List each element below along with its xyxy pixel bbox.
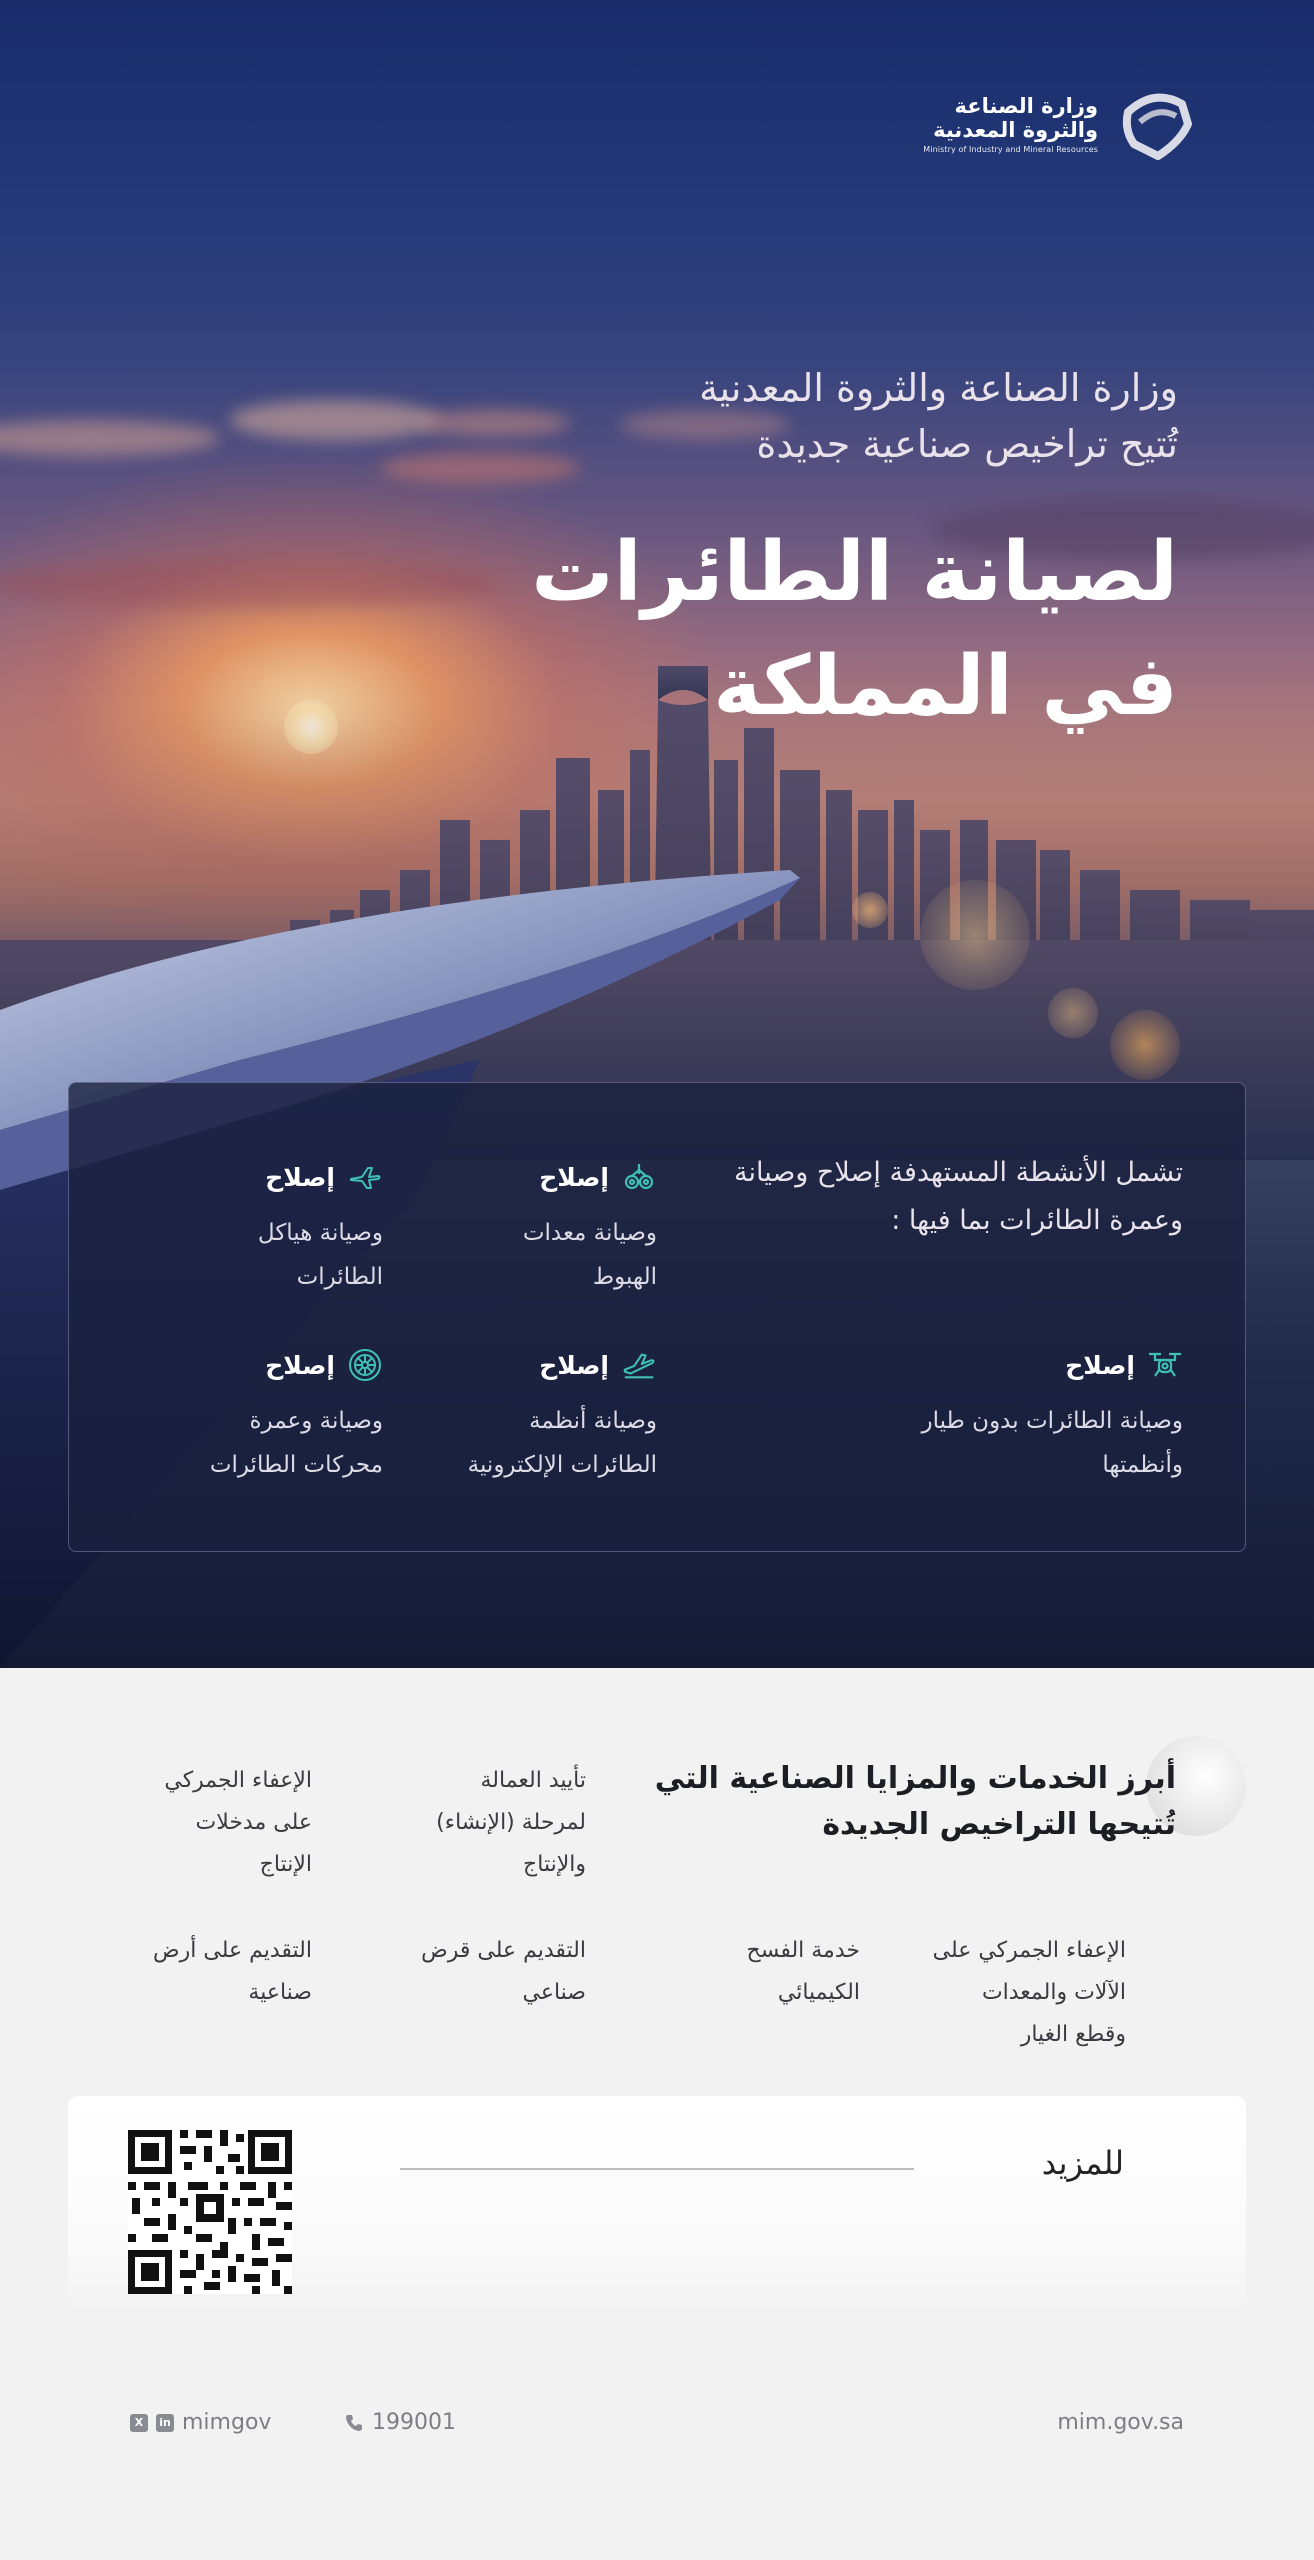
qr-code[interactable] <box>128 2130 292 2294</box>
activity-desc-line1: وصيانة الطائرات بدون طيار <box>921 1408 1183 1434</box>
benefit-line: وقطع الغيار <box>1020 2022 1126 2047</box>
benefit-item <box>112 1930 312 2014</box>
benefits-title-line1: أبرز الخدمات والمزايا الصناعية التي <box>654 1761 1176 1796</box>
activity-desc-line1: وصيانة هياكل <box>257 1220 383 1246</box>
benefit-line: خدمة الفسح <box>746 1938 860 1963</box>
benefit-line: على مدخلات <box>195 1810 312 1835</box>
benefit-line: التقديم على أرض <box>153 1938 312 1963</box>
activity-desc-line1: وصيانة أنظمة <box>529 1408 657 1434</box>
activity-head: إصلاح <box>265 1162 335 1192</box>
airplane-takeoff-icon <box>621 1347 657 1383</box>
activity-desc-line1: وصيانة معدات <box>522 1220 657 1246</box>
logo-name-en: Ministry of Industry and Mineral Resources <box>923 145 1098 154</box>
benefit-line: صناعية <box>248 1980 312 2005</box>
benefit-item <box>886 1930 1126 2056</box>
logo-text <box>923 94 1098 154</box>
benefit-line: التقديم على قرض <box>421 1938 586 1963</box>
activities-intro-line2: وعمرة الطائرات بما فيها : <box>891 1205 1183 1236</box>
logo-name-ar-line1: وزارة الصناعة <box>954 94 1098 118</box>
website-text: mim.gov.sa <box>1057 2410 1184 2435</box>
landing-gear-icon <box>621 1159 657 1195</box>
activities-intro <box>734 1149 1183 1245</box>
headline <box>531 360 1178 744</box>
drone-icon <box>1147 1347 1183 1383</box>
activities-panel <box>68 1082 1246 1552</box>
activity-item <box>163 1347 383 1487</box>
activity-desc-line1: وصيانة وعمرة <box>249 1408 383 1434</box>
headline-subtitle-line2: تُتيح تراخيص صناعية جديدة <box>756 422 1178 466</box>
benefit-item <box>386 1760 586 1886</box>
benefits-title-line2: تُتيحها التراخيص الجديدة <box>822 1807 1176 1842</box>
benefit-line: الإنتاج <box>259 1852 312 1877</box>
social-handle[interactable] <box>130 2410 271 2435</box>
activity-head: إصلاح <box>1065 1350 1135 1380</box>
social-handle-text: mimgov <box>182 2410 272 2435</box>
benefits-section <box>0 1668 1314 2560</box>
benefit-line: صناعي <box>522 1980 586 2005</box>
activity-desc-line2: الهبوط <box>592 1264 657 1290</box>
benefit-line: تأييد العمالة <box>480 1768 586 1793</box>
logo-name-ar-line2: والثروة المعدنية <box>933 118 1098 142</box>
activity-item <box>417 1347 657 1487</box>
activity-item <box>723 1347 1183 1487</box>
benefit-line: الكيميائي <box>777 1980 860 2005</box>
footer <box>0 2410 1314 2450</box>
activity-head: إصلاح <box>539 1162 609 1192</box>
more-label: للمزيد <box>1041 2144 1124 2182</box>
phone[interactable] <box>344 2410 456 2435</box>
linkedin-icon: in <box>156 2414 174 2432</box>
divider <box>400 2168 914 2170</box>
phone-number: 199001 <box>372 2410 456 2435</box>
activity-head: إصلاح <box>265 1350 335 1380</box>
more-info-card[interactable] <box>68 2096 1246 2312</box>
activity-head: إصلاح <box>539 1350 609 1380</box>
benefit-line: لمرحلة (الإنشاء) <box>436 1810 586 1835</box>
benefit-item <box>112 1760 312 1886</box>
activity-desc-line2: محركات الطائرات <box>209 1452 383 1478</box>
benefit-line: الإعفاء الجمركي <box>164 1768 312 1793</box>
benefit-line: والإنتاج <box>523 1852 586 1877</box>
activity-item <box>163 1159 383 1299</box>
activity-desc-line2: الطائرات <box>296 1264 383 1290</box>
activity-desc-line2: الطائرات الإلكترونية <box>467 1452 657 1478</box>
ministry-emblem-icon <box>1114 82 1198 166</box>
x-icon: X <box>130 2414 148 2432</box>
benefit-item <box>386 1930 586 2014</box>
benefits-title <box>655 1756 1176 1848</box>
phone-icon <box>344 2413 364 2433</box>
benefit-item <box>660 1930 860 2014</box>
benefit-line: الإعفاء الجمركي على <box>932 1938 1126 1963</box>
activities-intro-line1: تشمل الأنشطة المستهدفة إصلاح وصيانة <box>734 1157 1183 1188</box>
headline-title-line1: لصيانة الطائرات <box>531 525 1178 620</box>
ministry-logo <box>923 82 1198 166</box>
activity-desc-line2: وأنظمتها <box>1102 1452 1183 1478</box>
airplane-icon <box>347 1159 383 1195</box>
headline-title-line2: في المملكة <box>713 639 1178 734</box>
activity-item <box>437 1159 657 1299</box>
headline-subtitle-line1: وزارة الصناعة والثروة المعدنية <box>699 366 1178 410</box>
benefit-line: الآلات والمعدات <box>981 1980 1126 2005</box>
website-link[interactable] <box>1057 2410 1184 2435</box>
engine-turbine-icon <box>347 1347 383 1383</box>
